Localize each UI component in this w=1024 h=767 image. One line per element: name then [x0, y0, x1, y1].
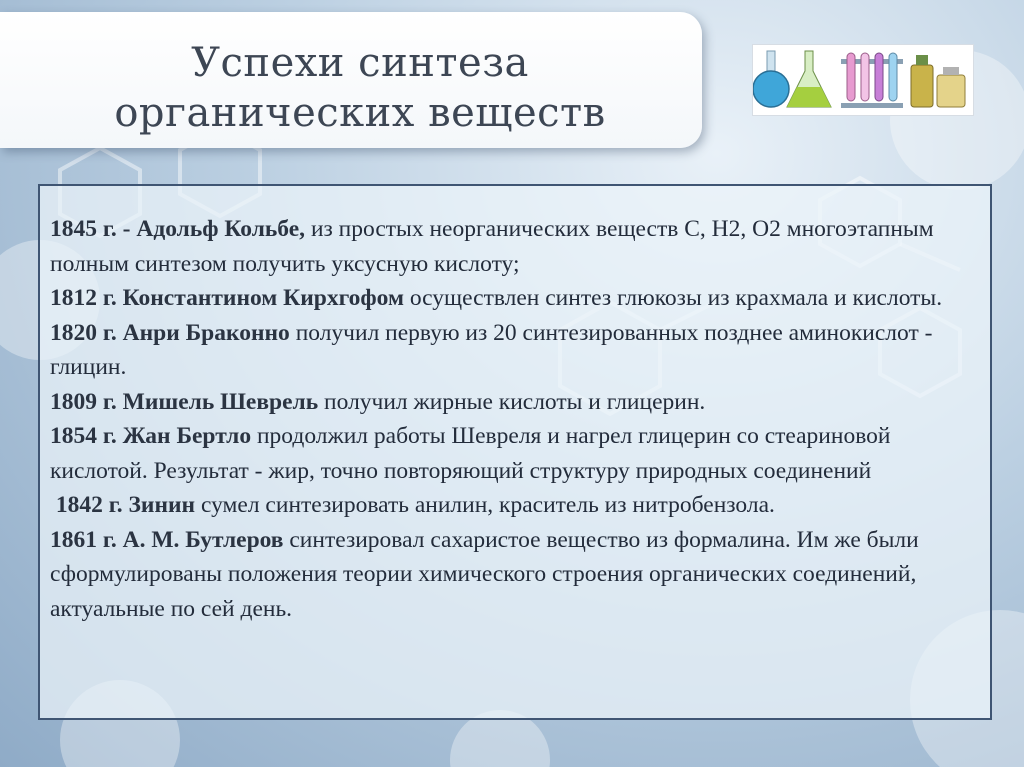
history-list: [50, 212, 980, 626]
item-date-author: 1842 г. Зинин: [50, 492, 196, 518]
list-item: [50, 385, 980, 420]
list-item: [50, 488, 980, 523]
item-date-author: 1861 г. А. М. Бутлеров: [50, 526, 284, 553]
item-description: продолжил работы Шевреля и нагрел глицерин со стеариновой кислотой. Результат - жир, точно повторяющий структуру природных соединений: [50, 423, 891, 484]
item-date-author: 1845 г. - Адольф Кольбе,: [50, 216, 306, 242]
item-description: получил жирные кислоты и глицерин.: [318, 388, 706, 415]
item-description: осуществлен синтез глюкозы из крахмала и кислоты.: [403, 285, 943, 311]
item-description: получил первую из 20 синтезированных позднее аминокислот - глицин.: [50, 319, 933, 380]
list-item: [50, 212, 980, 281]
title-panel: [0, 12, 702, 148]
lab-glassware-icon: [752, 44, 974, 116]
item-date-author: 1812 г. Константином Кирхгофом: [50, 285, 404, 311]
title-line-2: органических веществ: [114, 90, 606, 136]
content-panel: [38, 184, 992, 720]
list-item: [50, 523, 980, 627]
list-item: [50, 316, 980, 385]
item-date-author: 1820 г. Анри Браконно: [50, 319, 290, 346]
item-date-author: 1854 г. Жан Бертло: [50, 423, 252, 449]
item-description: из простых неорганических веществ С, Н2, О2 многоэтапным полным синтезом получить уксусную кислоту;: [50, 216, 934, 277]
title-line-1: Успехи синтеза: [191, 40, 529, 86]
item-description: сумел синтезировать анилин, краситель из нитробензола.: [195, 492, 775, 518]
item-description: синтезировал сахаристое вещество из формалина. Им же были сформулированы положения теории химического строения органических соединений, актуальные по сей день.: [50, 526, 919, 622]
list-item: [50, 281, 980, 316]
slide-title: [60, 38, 660, 138]
list-item: [50, 419, 980, 488]
item-date-author: 1809 г. Мишель Шеврель: [50, 388, 319, 415]
